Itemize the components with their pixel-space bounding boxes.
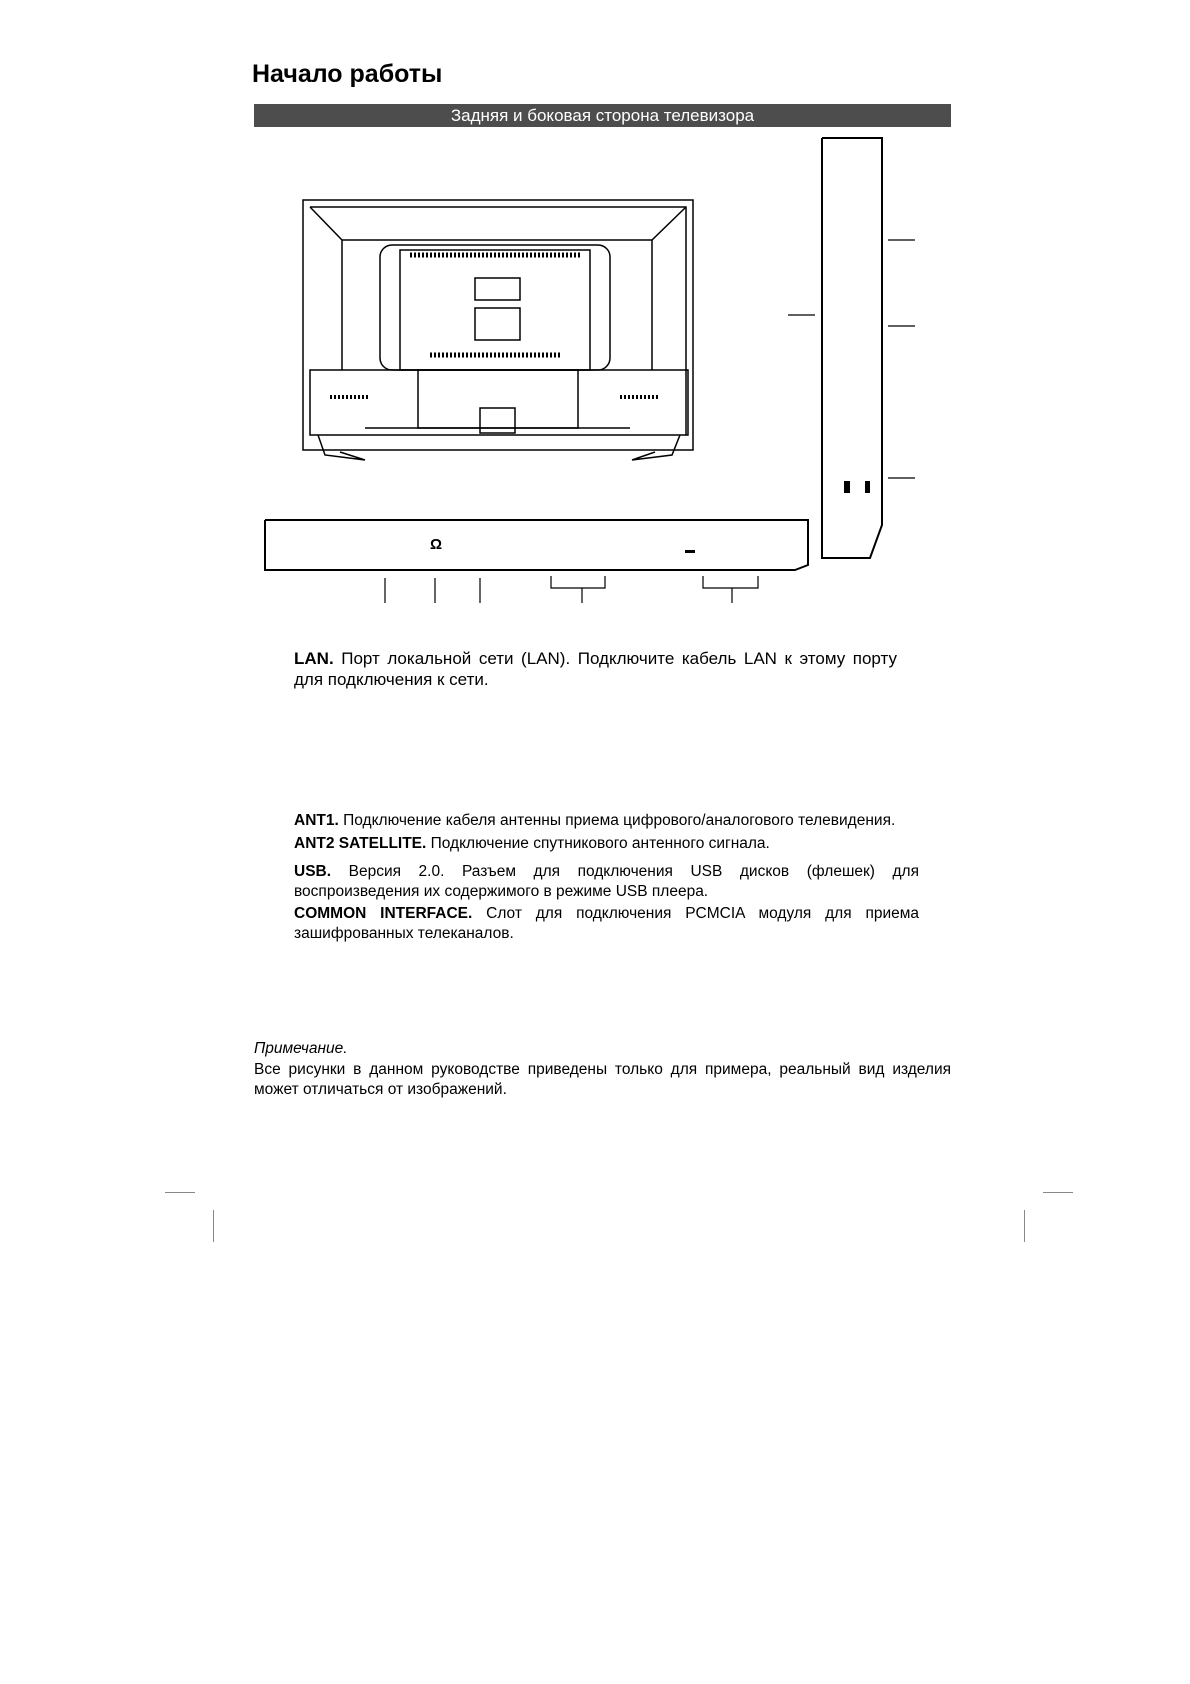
note-body: Все рисунки в данном руководстве приведены только для примера, реальный вид изделия может отличаться от изображений.: [254, 1061, 951, 1098]
page-title: Начало работы: [252, 60, 443, 88]
ant2-description: [294, 834, 924, 854]
ant2-term: ANT2 SATELLITE.: [294, 835, 427, 852]
tv-rear-side-diagram: [0, 130, 1190, 610]
lan-term: LAN.: [294, 649, 334, 668]
usb-term: USB.: [294, 863, 332, 880]
section-bar: Задняя и боковая сторона телевизора: [254, 104, 951, 127]
tv-bottom-view: [265, 520, 808, 603]
lan-text: Порт локальной сети (LAN). Подключите кабель LAN к этому порту для подключения к сети.: [294, 649, 897, 689]
tv-rear-view: [303, 200, 693, 460]
crop-mark: [213, 1210, 214, 1242]
common-interface-description: [294, 904, 919, 944]
crop-mark: [165, 1192, 195, 1193]
ant1-term: ANT1.: [294, 812, 339, 829]
tv-side-view: [788, 138, 915, 558]
note-heading: Примечание.: [254, 1040, 348, 1057]
ant2-text: Подключение спутникового антенного сигнала.: [426, 835, 770, 852]
svg-text:Ω: Ω: [430, 536, 443, 553]
usb-text: Версия 2.0. Разъем для подключения USB дисков (флешек) для воспроизведения их содержимого в режиме USB плеера.: [294, 863, 919, 900]
crop-mark: [1043, 1192, 1073, 1193]
ci-text: Слот для подключения PCMCIA модуля для приема зашифрованных телеканалов.: [294, 905, 920, 942]
ant1-description: [294, 811, 924, 831]
usb-description: [294, 862, 919, 902]
lan-description: [294, 648, 897, 690]
ant1-text: Подключение кабеля антенны приема цифрового/аналогового телевидения.: [338, 812, 896, 829]
ci-term: COMMON INTERFACE.: [294, 905, 473, 922]
crop-mark: [1024, 1210, 1025, 1242]
